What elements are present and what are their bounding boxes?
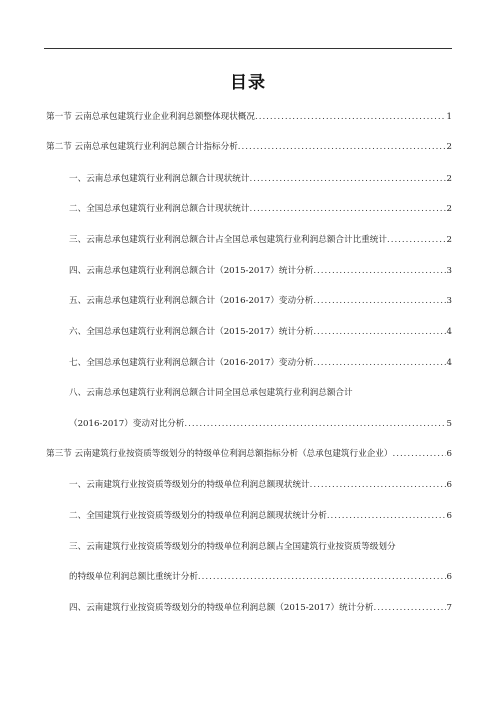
toc-leader-dots (392, 447, 445, 461)
toc-entry[interactable] (0, 386, 496, 400)
toc-entry-text[interactable]: 的特级单位利润总额比重统计分析 (69, 572, 198, 582)
toc-entry[interactable] (0, 172, 496, 186)
toc-entry-continuation[interactable] (0, 570, 496, 584)
toc-entry[interactable] (0, 447, 496, 461)
toc-entry-text[interactable]: 四、云南建筑行业按资质等级划分的特级单位利润总额（2015-2017）统计分析 (69, 603, 374, 613)
toc-leader-dots (198, 570, 446, 584)
toc-leader-dots (313, 356, 445, 370)
toc-entry[interactable] (0, 478, 496, 492)
toc-leader-dots (249, 172, 445, 186)
toc-leader-dots (373, 601, 445, 615)
toc-entry-text-line1[interactable]: 三、云南建筑行业按资质等级划分的特级单位利润总额占全国建筑行业按资质等级划分 (69, 542, 396, 552)
toc-entry[interactable] (0, 140, 496, 154)
toc-entry[interactable] (0, 356, 496, 370)
toc-entry[interactable] (0, 294, 496, 308)
toc-entry[interactable] (0, 202, 496, 216)
toc-page-number: 1 (446, 112, 452, 122)
toc-page-number: 5 (446, 419, 452, 429)
toc-entry-text[interactable]: 一、云南建筑行业按资质等级划分的特级单位利润总额现状统计 (69, 480, 310, 490)
toc-page-number: 2 (446, 235, 452, 245)
toc-leader-dots (313, 325, 445, 339)
toc-entry[interactable] (0, 325, 496, 339)
toc-entry-text[interactable]: 五、云南总承包建筑行业利润总额合计（2016-2017）变动分析 (69, 296, 314, 306)
toc-entry-text[interactable]: 第二节 云南总承包建筑行业利润总额合计指标分析 (46, 142, 238, 152)
toc-entry[interactable] (0, 110, 496, 124)
toc-leader-dots (313, 264, 445, 278)
toc-entry-text[interactable]: 二、全国总承包建筑行业利润总额合计现状统计 (69, 204, 250, 214)
toc-entry-text[interactable]: 四、云南总承包建筑行业利润总额合计（2015-2017）统计分析 (69, 266, 314, 276)
toc-page-number: 3 (446, 266, 452, 276)
toc-page-number: 2 (446, 142, 452, 152)
toc-page-number: 3 (446, 296, 452, 306)
toc-entry-text[interactable]: 一、云南总承包建筑行业利润总额合计现状统计 (69, 174, 250, 184)
toc-entry[interactable] (0, 509, 496, 523)
toc-entry[interactable] (0, 264, 496, 278)
toc-leader-dots (249, 202, 445, 216)
toc-leader-dots (313, 294, 445, 308)
toc-page-number: 2 (446, 174, 452, 184)
toc-entry-text[interactable]: 第一节 云南总承包建筑行业企业利润总额整体现状概况 (46, 112, 255, 122)
toc-page-number: 4 (446, 358, 452, 368)
toc-leader-dots (184, 417, 445, 431)
toc-entry-text-line1[interactable]: 八、云南总承包建筑行业利润总额合计同全国总承包建筑行业利润总额合计 (69, 388, 353, 398)
toc-leader-dots (387, 233, 446, 247)
toc-leader-dots (310, 478, 446, 492)
toc-entry-text[interactable]: 二、全国建筑行业按资质等级划分的特级单位利润总额现状统计分析 (69, 511, 327, 521)
toc-title: 目录 (230, 73, 266, 93)
toc-entry-text[interactable]: 七、全国总承包建筑行业利润总额合计（2016-2017）变动分析 (69, 358, 314, 368)
toc-leader-dots (327, 509, 446, 523)
toc-entry[interactable] (0, 233, 496, 247)
top-rule (44, 48, 452, 49)
toc-entry-continuation[interactable] (0, 417, 496, 431)
toc-page-number: 6 (446, 572, 452, 582)
toc-page-number: 2 (446, 204, 452, 214)
toc-leader-dots (255, 110, 446, 124)
toc-page-number: 6 (446, 480, 452, 490)
toc-page-number: 6 (446, 511, 452, 521)
toc-entry-text[interactable]: 第三节 云南建筑行业按资质等级划分的特级单位利润总额指标分析（总承包建筑行业企业） (46, 449, 393, 459)
toc-entry[interactable] (0, 540, 496, 554)
toc-entry[interactable] (0, 601, 496, 615)
toc-page-number: 4 (446, 327, 452, 337)
toc-leader-dots (238, 140, 446, 154)
toc-entry-text[interactable]: （2016-2017）变动对比分析 (69, 419, 185, 429)
toc-entry-text[interactable]: 三、云南总承包建筑行业利润总额合计占全国总承包建筑行业利润总额合计比重统计 (69, 235, 387, 245)
toc-page-number: 6 (446, 449, 452, 459)
toc-entry-text[interactable]: 六、全国总承包建筑行业利润总额合计（2015-2017）统计分析 (69, 327, 314, 337)
toc-page-number: 7 (446, 603, 452, 613)
